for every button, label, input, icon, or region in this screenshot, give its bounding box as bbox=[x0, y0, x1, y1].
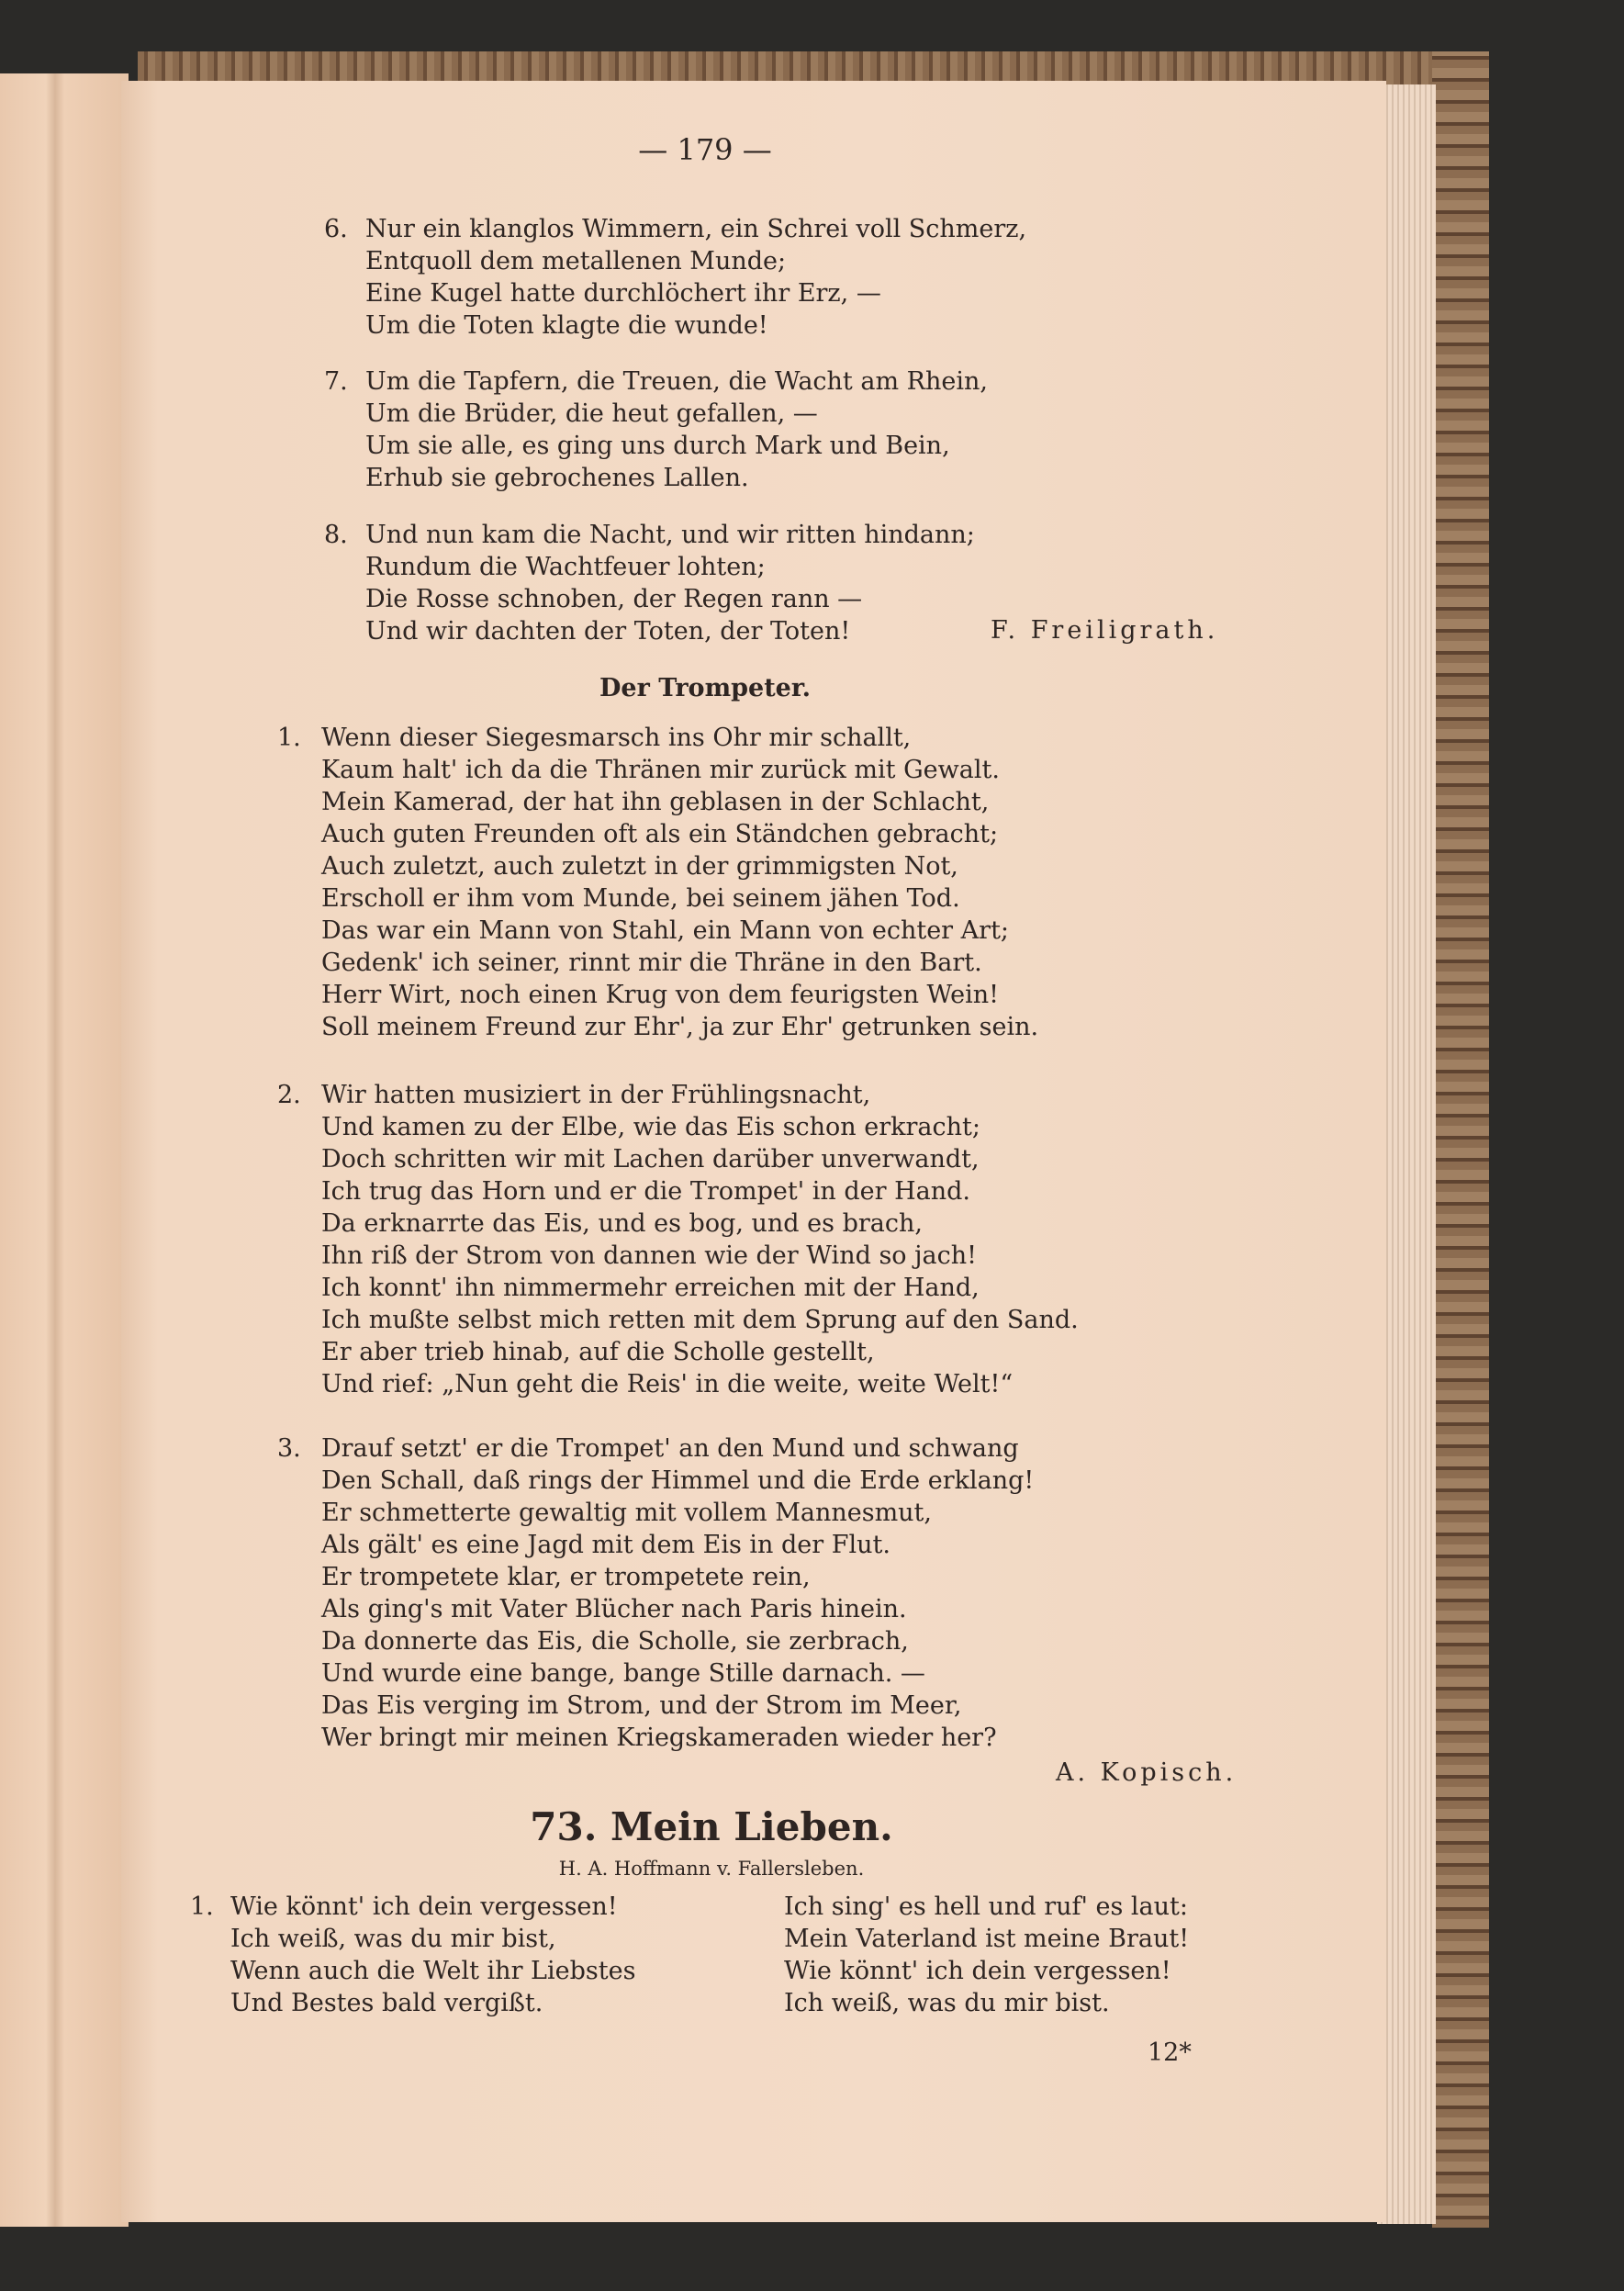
verse-line: Den Schall, daß rings der Himmel und die Erde erklang! bbox=[321, 1466, 1035, 1495]
verse-line: Um die Toten klagte die wunde! bbox=[365, 311, 768, 340]
verse-line: Die Rosse schnoben, der Regen rann — bbox=[365, 585, 863, 613]
stanza-number: 2. bbox=[277, 1081, 301, 1109]
verse-line: Nur ein klanglos Wimmern, ein Schrei voll Schmerz, bbox=[365, 215, 1027, 243]
verse-line: Auch guten Freunden oft als ein Ständchen gebracht; bbox=[321, 820, 999, 848]
verse-line: Wer bringt mir meinen Kriegskameraden wieder her? bbox=[321, 1724, 997, 1752]
verse-line: Das war ein Mann von Stahl, ein Mann von echter Art; bbox=[321, 916, 1010, 945]
verse-line: Doch schritten wir mit Lachen darüber unverwandt, bbox=[321, 1145, 980, 1174]
verse-line: Und rief: „Nun geht die Reis' in die weite, weite Welt!“ bbox=[321, 1370, 1014, 1398]
stanza-number: 8. bbox=[324, 521, 348, 549]
poem-title-trompeter: Der Trompeter. bbox=[599, 674, 812, 702]
stanza-number: 1. bbox=[277, 724, 301, 752]
verse-line: Wir hatten musiziert in der Frühlingsnacht, bbox=[321, 1081, 871, 1109]
left-page-edge bbox=[0, 73, 129, 2227]
verse-line: Er aber trieb hinab, auf die Scholle gestellt, bbox=[321, 1338, 875, 1366]
verse-line: Kaum halt' ich da die Thränen mir zurück mit Gewalt. bbox=[321, 756, 1000, 784]
verse-line: Da donnerte das Eis, die Scholle, sie zerbrach, bbox=[321, 1627, 909, 1656]
verse-line: Mein Vaterland ist meine Braut! bbox=[784, 1925, 1190, 1953]
verse-line: Er trompetete klar, er trompetete rein, bbox=[321, 1563, 811, 1591]
verse-line: Auch zuletzt, auch zuletzt in der grimmigsten Not, bbox=[321, 852, 958, 881]
stanza-number: 6. bbox=[324, 215, 348, 243]
verse-line: Entquoll dem metallenen Munde; bbox=[365, 247, 787, 275]
verse-line: Soll meinem Freund zur Ehr', ja zur Ehr' getrunken sein. bbox=[321, 1013, 1039, 1041]
verse-line: Ich weiß, was du mir bist, bbox=[230, 1925, 556, 1953]
author-name: F. Freiligrath. bbox=[991, 616, 1219, 645]
stanza bbox=[365, 365, 988, 494]
author-name: A. Kopisch. bbox=[1056, 1758, 1238, 1787]
stanza-number: 1. bbox=[190, 1892, 214, 1921]
verse-line: Und Bestes bald vergißt. bbox=[230, 1989, 543, 2017]
verse-line: Ich trug das Horn und er die Trompet' in der Hand. bbox=[321, 1177, 971, 1206]
verse-line: Und kamen zu der Elbe, wie das Eis schon erkracht; bbox=[321, 1113, 980, 1141]
stanza-number: 7. bbox=[324, 367, 348, 396]
verse-line: Er schmetterte gewaltig mit vollem Mannesmut, bbox=[321, 1499, 932, 1527]
verse-line: Ich weiß, was du mir bist. bbox=[784, 1989, 1110, 2017]
verse-line: Ich sing' es hell und ruf' es laut: bbox=[784, 1892, 1188, 1921]
verse-line: Als ging's mit Vater Blücher nach Paris hinein. bbox=[321, 1595, 907, 1623]
verse-line: Um die Brüder, die heut gefallen, — bbox=[365, 399, 818, 428]
verse-line: Und wurde eine bange, bange Stille darnach. — bbox=[321, 1659, 925, 1688]
verse-line: Und nun kam die Nacht, und wir ritten hindann; bbox=[365, 521, 975, 549]
verse-line: Erhub sie gebrochenes Lallen. bbox=[365, 464, 749, 492]
verse-line: Ich mußte selbst mich retten mit dem Sprung auf den Sand. bbox=[321, 1306, 1079, 1334]
verse-line: Gedenk' ich seiner, rinnt mir die Thräne in den Bart. bbox=[321, 949, 982, 977]
stanza bbox=[365, 213, 1026, 342]
stanza bbox=[365, 519, 975, 647]
verse-line: Um sie alle, es ging uns durch Mark und Bein, bbox=[365, 432, 950, 460]
verse-line: Wie könnt' ich dein vergessen! bbox=[230, 1892, 618, 1921]
verse-line: Wenn auch die Welt ihr Liebstes bbox=[230, 1957, 636, 1985]
verse-line: Drauf setzt' er die Trompet' an den Mund und schwang bbox=[321, 1434, 1019, 1463]
stanza-number: 3. bbox=[277, 1434, 301, 1463]
page-number: — 179 — bbox=[638, 132, 772, 167]
verse-line: Um die Tapfern, die Treuen, die Wacht am Rhein, bbox=[365, 367, 988, 396]
signature-mark: 12* bbox=[1148, 2038, 1192, 2067]
book-cover-right bbox=[1432, 51, 1489, 2228]
stanza bbox=[321, 722, 1038, 1043]
verse-line: Rundum die Wachtfeuer lohten; bbox=[365, 553, 766, 581]
verse-line: Eine Kugel hatte durchlöchert ihr Erz, — bbox=[365, 279, 881, 308]
verse-line: Ihn riß der Strom von dannen wie der Wind so jach! bbox=[321, 1241, 977, 1270]
verse-line: Herr Wirt, noch einen Krug von dem feurigsten Wein! bbox=[321, 981, 999, 1009]
stanza bbox=[321, 1079, 1079, 1400]
stanza-left-column bbox=[230, 1891, 635, 2019]
verse-line: Ich konnt' ihn nimmermehr erreichen mit der Hand, bbox=[321, 1274, 980, 1302]
verse-line: Erscholl er ihm vom Munde, bei seinem jähen Tod. bbox=[321, 884, 960, 913]
verse-line: Mein Kamerad, der hat ihn geblasen in der Schlacht, bbox=[321, 788, 990, 816]
verse-line: Da erknarrte das Eis, und es bog, und es brach, bbox=[321, 1209, 923, 1238]
poem-title-mein-lieben: 73. Mein Lieben. bbox=[530, 1804, 893, 1849]
verse-line: Wie könnt' ich dein vergessen! bbox=[784, 1957, 1171, 1985]
author-kopisch bbox=[1056, 1757, 1237, 1789]
verse-line: Als gält' es eine Jagd mit dem Eis in der Flut. bbox=[321, 1531, 890, 1559]
author-freiligrath bbox=[991, 614, 1218, 646]
verse-line: Das Eis verging im Strom, und der Strom im Meer, bbox=[321, 1691, 962, 1720]
poem-author-fallersleben: H. A. Hoffmann v. Fallersleben. bbox=[558, 1858, 865, 1880]
stanza bbox=[321, 1432, 1034, 1754]
stanza-right-column bbox=[784, 1891, 1189, 2019]
verse-line: Wenn dieser Siegesmarsch ins Ohr mir schallt, bbox=[321, 724, 912, 752]
verse-line: Und wir dachten der Toten, der Toten! bbox=[365, 617, 851, 646]
